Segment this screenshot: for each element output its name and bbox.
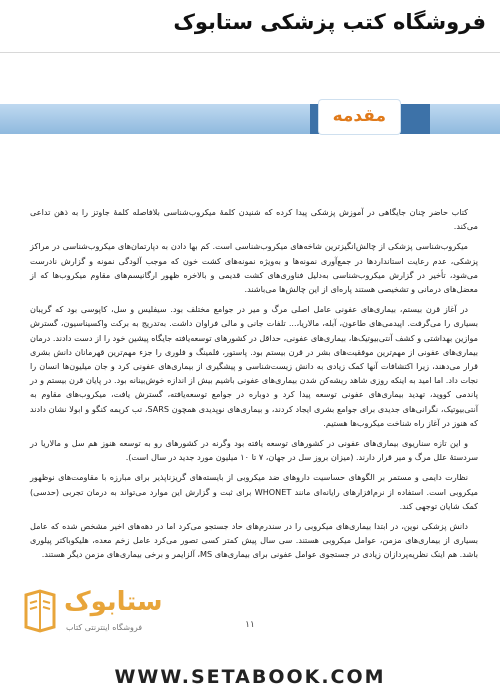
page-number: ۱۱	[245, 620, 255, 630]
chapter-header-band	[0, 104, 500, 134]
logo-brand: ستابوک	[64, 587, 163, 617]
paragraph: در آغاز قرن بیستم، بیماری‌های عفونی عامل اصلی مرگ و میر در جوامع مختلف بود. سیفلیس و سل، کاپوسی بود که گریبان بسیاری را می‌گرفت. اپیدمی‌های طاعون، آبله، مالاریا،... تلفات جانی و مالی فراوان داشت. به‌تدریج به برکت واکسیناسیون، گسترش موازین بهداشتی و کشف آنتی‌بیوتیک‌ها، بیماری‌های عفونی، حداقل در کشورهای توسعه‌یافته جایگاه پیشین خود را از دست دادند. درمان بیماری‌های عفونی از مهم‌ترین موفقیت‌های بشر در قرن بیستم بود. پاستور، فلمینگ و فلوری را جزء مهم‌ترین قهرمانان دانش بشری قرار می‌دهند، زیرا اکتشافات آنها کمک زیادی به دانش زیست‌شناسی و پیشگیری از بیماری‌های عفونی کرد و جان میلیون‌ها انسان را نجات داد. اما امید به اینکه روزی شاهد ریشه‌کن شدن بیماری‌های عفونی باشیم بیش از اندازه خوش‌بینانه بود. در پایان قرن بیستم و در پاندمی کووید، تهدید بیماری‌های عفونی توسعه پیدا کرد و دوباره در جوامع توسعه‌یافته، گسترش یافت، میکروب‌های مقاوم به آنتی‌بیوتیک، نگرانی‌های جدیدی برای جوامع بشری ایجاد کردند، و بیماری‌های نوپدیدی همچون SARS، تب کریمه کنگو و ابولا نشان دادند که هنوز در آغاز راه شناخت میکروب‌ها هستیم.	[30, 304, 478, 428]
logo-subtitle: فروشگاه اینترنتی کتاب	[66, 623, 143, 632]
body-text	[30, 205, 478, 568]
chapter-tab	[319, 100, 400, 134]
paragraph: نظارت دایمی و مستمر بر الگوهای حساسیت داروهای ضد میکروبی از بایسته‌های گریزناپذیر برای مبارزه با مقاومت‌های نوظهور میکروبی است. استفاده از نرم‌افزارهای رایانه‌ای مانند WHONET برای ثبت و گزارش این موارد می‌تواند به درمان تجربی (حدسی) کمک شایان توجهی کند.	[30, 472, 478, 511]
store-title: فروشگاه کتب پزشکی ستابوک	[173, 10, 486, 34]
setabook-logo	[22, 585, 172, 645]
paragraph: کتاب حاضر چنان جایگاهی در آموزش پزشکی پیدا کرده که شنیدن کلمهٔ میکروب‌شناسی بلافاصله کلمهٔ جاوتز را به ذهن تداعی می‌کند.	[30, 207, 478, 232]
paragraph: میکروب‌شناسی پزشکی از چالش‌انگیزترین شاخه‌های میکروب‌شناسی است. کم بها دادن به دپارتمان‌های میکروب‌شناسی در مراکز پزشکی، عدم رعایت استانداردها در جمع‌آوری نمونه‌ها و به‌ویژه نمونه‌های کشت خون که موجب آلودگی نمونه و گزارش نادرست می‌شود، تأخیر در گزارش میکروب‌شناسی به‌دلیل فناوری‌های کشت قدیمی و بالاخره ظهور ارگانیسم‌های مقاوم میکروب‌ها که از معضل‌های درمانی و تشخیصی هستند پاره‌ای از این چالش‌ها می‌باشند.	[30, 241, 478, 295]
site-url[interactable]: WWW.SETABOOK.COM	[114, 666, 386, 688]
paragraph: و این تازه سناریوی بیماری‌های عفونی در کشورهای توسعه یافته بود وگرنه در کشورهای رو به توسعه هنوز هم سل و مالاریا در سردستهٔ علل مرگ و میر قرار دارند. (میزان بروز سل در جهان، ۷ تا ۱۰ میلیون مورد جدید در سال است).	[30, 438, 478, 463]
title-divider	[0, 52, 500, 53]
chapter-title: مقدمه	[332, 106, 386, 126]
paragraph: دانش پزشکی نوین، در ابتدا بیماری‌های میکروبی را در سندرم‌های حاد جستجو می‌کرد اما در دهه‌های اخیر مشخص شده که عامل بسیاری از بیماری‌های مزمن، عوامل میکروبی هستند. سی سال پیش کمتر کسی تصور می‌کرد عامل زخم معده، هلیکوباکتر پیلوری باشد. هم اینک نظریه‌پردازان زیادی در جستجوی عوامل عفونی برای بیماری‌های MS، آلزایمر و برخی بیماری‌های مزمن دیگر هستند.	[30, 521, 478, 560]
